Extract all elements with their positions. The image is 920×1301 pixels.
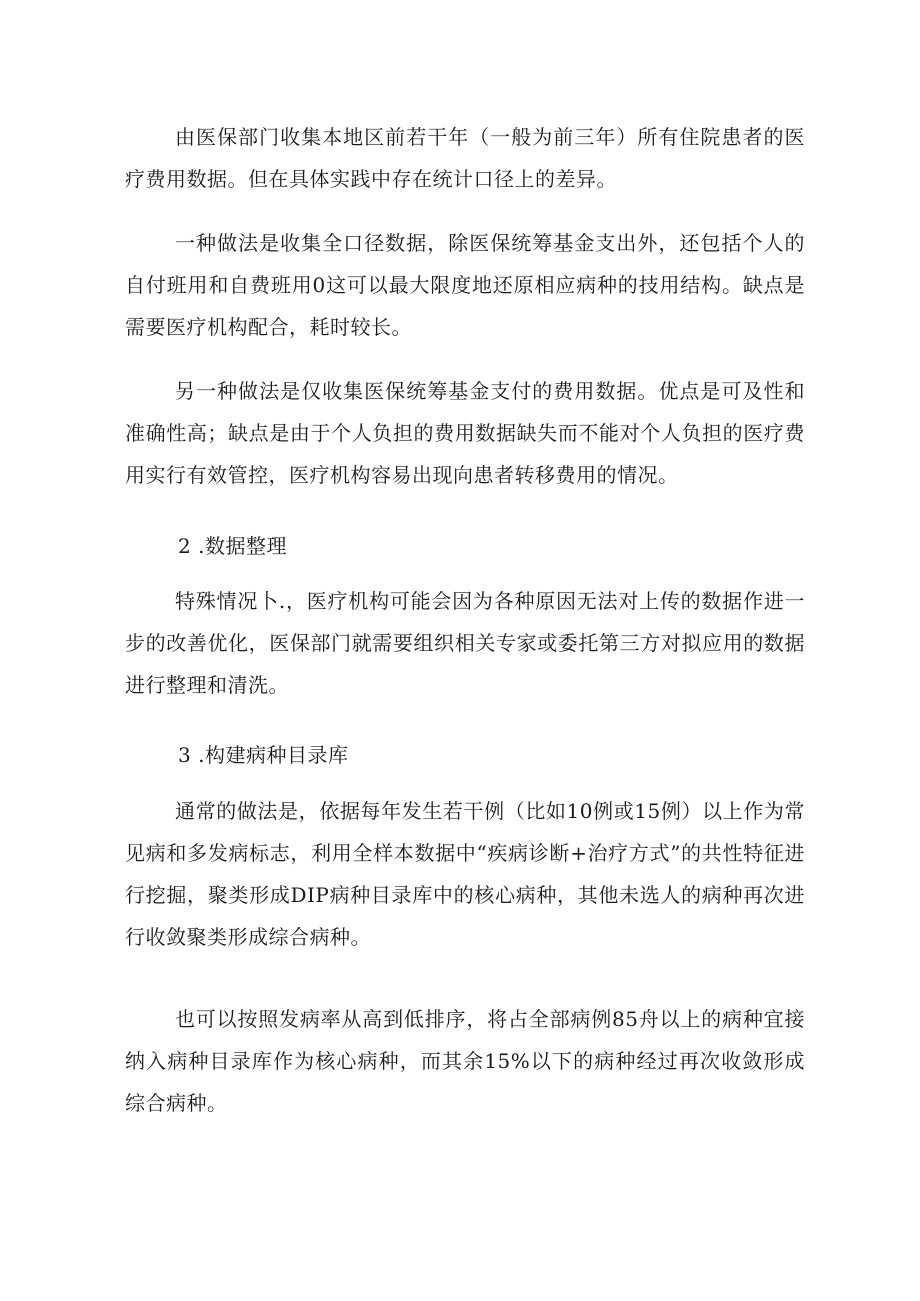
paragraph-catalog-method: 通常的做法是，依据每年发生若干例（比如10例或15例）以上作为常见病和多发病标志，利用全样本数据中“疾病诊断+治疗方式”的共性特征进行挖掘，聚类形成DIP病种目录库中的核心病种，其他未选人的病种再次进行收敛聚类形成综合病种。	[125, 799, 805, 949]
section-heading-catalog: 3 .构建病种目录库	[178, 743, 349, 767]
section-heading-data-cleaning: 2 .数据整理	[178, 534, 287, 558]
paragraph-incidence-ranking: 也可以按照发病率从高到低排序，将占全部病例85舟以上的病种宜接纳入病种目录库作为核心病种，而其余15%以下的病种经过再次收敛形成综合病种。	[125, 1007, 805, 1115]
paragraph-data-collection: 由医保部门收集本地区前若干年（一般为前三年）所有住院患者的医疗费用数据。但在具体实践中存在统计口径上的差异。	[125, 125, 805, 191]
paragraph-data-cleaning: 特殊情况卜.，医疗机构可能会因为各种原因无法对上传的数据作进一步的改善优化，医保部门就需要组织相关专家或委托第三方对拟应用的数据进行整理和清洗。	[125, 589, 805, 697]
paragraph-full-scope: 一种做法是收集全口径数据，除医保统筹基金支出外，还包括个人的自付班用和自费班用0这可以最大限度地还原相应病种的技用结构。缺点是需要医疗机构配合，耗时较长。	[125, 231, 805, 339]
paragraph-fund-only: 另一种做法是仅收集医保统筹基金支付的费用数据。优点是可及性和准确性高；缺点是由于个人负担的费用数据缺失而不能对个人负担的医疗费用实行有效管控，医疗机构容易出现向患者转移费用的情况。	[125, 379, 805, 487]
